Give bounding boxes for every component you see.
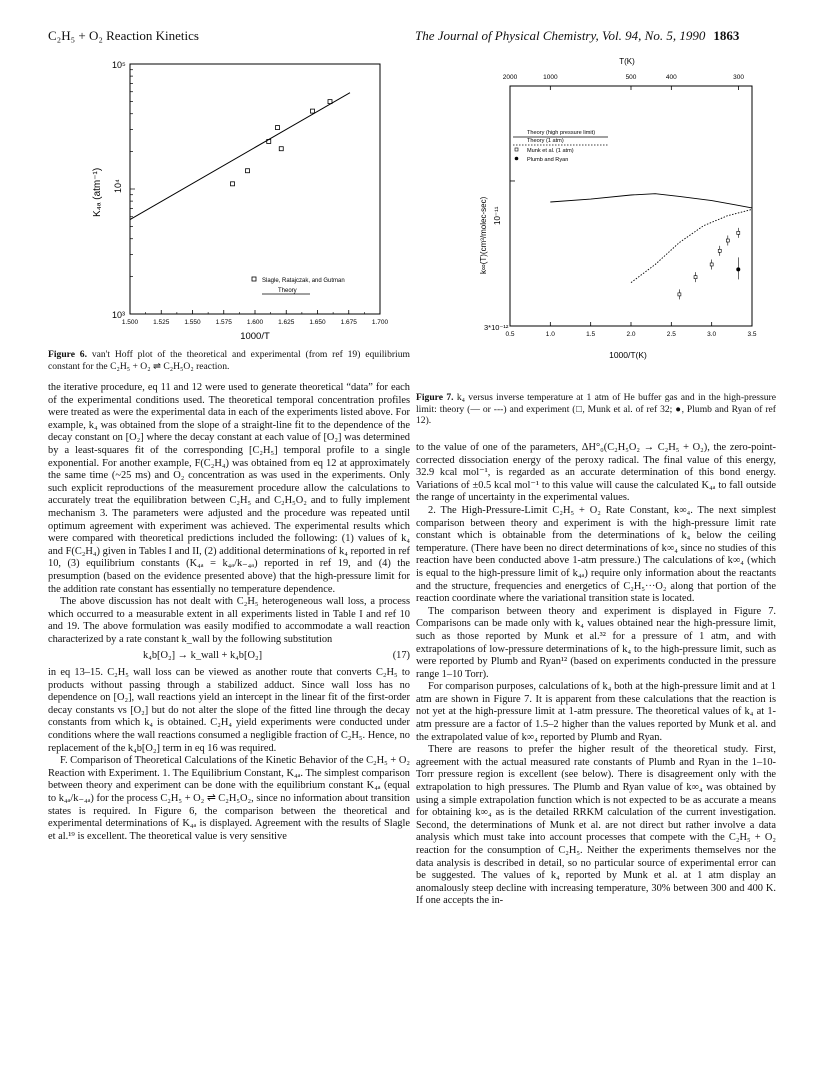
- figure-7-caption: [416, 392, 776, 427]
- fig7-x-tick-label: 2.0: [626, 331, 636, 338]
- fig6-data-point: [279, 147, 283, 151]
- fig6-plot-frame: [130, 64, 380, 314]
- fig6-data-point: [231, 182, 235, 186]
- figure-7-caption-label: Figure 7.: [416, 392, 454, 403]
- fig7-x-axis-label: 1000/T(K): [609, 350, 647, 360]
- fig6-y-tick-top: 10⁵: [112, 60, 126, 70]
- fig6-legend-theory: Theory: [278, 288, 297, 294]
- fig7-legend-item-3: Munk et al. (1 atm): [527, 148, 574, 154]
- fig6-legend-exp: Slagle, Ratajczak, and Gutman: [262, 278, 345, 284]
- fig6-theory-line: [130, 93, 350, 220]
- left-paragraph-3: in eq 13–15. C₂H₅ wall loss can be viewed as another route that converts C₂H₅ to products without passing through a stabilized adduct. Since wall loss has no dependence on [O₂], wall reactions yield an intercept in the linear fit of the first-order decay constants vs [O₂] but do not alter the slope of the fitted line through the decay constants from which k₄ is obtained. C₂H₄ yield experiments were conducted under conditions where the wall reactions consumed a negligible fraction of C₂H₅. Hence, no replacement of the k₄b[O₂] term in eq 16 was required.: [48, 667, 410, 754]
- fig7-top-tick-label: 500: [625, 74, 637, 81]
- fig6-data-point: [246, 169, 250, 173]
- running-head-right: [415, 28, 739, 44]
- right-paragraph-4: For comparison purposes, calculations of k₄ both at the high-pressure limit and at 1 atm are shown in Figure 7. It is apparent from these calculations that the reaction is not yet at the high-pressure limit at 1-atm pressure. The theoretical values of k₄ at 1-atm pressure are a factor of 1.5–2 higher than the values reported by Munk et al. and the extrapolated value of k∞₄ reported by Plumb and Ryan.: [416, 681, 776, 743]
- figure-6-caption-label: Figure 6.: [48, 349, 88, 360]
- page-number: 1863: [713, 28, 740, 43]
- fig6-x-tick-label: 1.550: [184, 319, 201, 326]
- fig7-theory-high-pressure-line: [550, 194, 752, 208]
- fig7-x-tick-label: 3.5: [747, 331, 757, 338]
- fig7-legend-item-2: Theory (1 atm): [527, 138, 564, 144]
- fig7-legend: [513, 130, 608, 163]
- figure-6-chart: [40, 52, 410, 342]
- right-paragraph-2: 2. The High-Pressure-Limit C₂H₅ + O₂ Rate Constant, k∞₄. The next simplest comparison between theory and experiment is with the high-pressure limit rate constant which is obtainable from the determinations of k₄ below the ceiling temperature. (There have been no direct determinations of k∞₄ since no studies of this reaction have been conducted above 1-atm pressure.) The calculations of k∞₄ (which is equal to the high-pressure limit of k₄ₐ) require only information about the reactants and the structure, frequencies and energetics of C₂H₅···O₂ along that portion of the reaction coordinate where the variational transition state is located.: [416, 504, 776, 605]
- fig6-x-tick-label: 1.500: [121, 319, 139, 326]
- fig7-munk-point: [710, 263, 713, 266]
- fig7-munk-point: [737, 231, 740, 234]
- fig7-munk-point: [678, 293, 681, 296]
- fig6-legend: [252, 277, 345, 294]
- fig7-legend-square-icon: [515, 148, 518, 151]
- fig7-munk-point: [694, 276, 697, 279]
- equation-17-number: (17): [392, 650, 410, 662]
- fig7-legend-item-1: Theory (high pressure limit): [527, 130, 596, 136]
- fig6-x-axis-label: 1000/T: [240, 331, 270, 342]
- fig7-top-tick-label: 400: [665, 74, 677, 81]
- fig6-x-tick-label: 1.650: [309, 319, 326, 326]
- fig6-x-tick-label: 1.675: [340, 319, 357, 326]
- fig6-x-tick-label: 1.525: [153, 319, 170, 326]
- figure-7-chart: [470, 52, 782, 364]
- fig7-y-tick-upper: 10⁻¹¹: [493, 206, 502, 225]
- fig7-theory-1atm-line: [631, 209, 752, 282]
- equation-17: [48, 646, 410, 667]
- left-paragraph-4: F. Comparison of Theoretical Calculations of the Kinetic Behavior of the C₂H₅ + O₂ Reaction with Experiment. 1. The Equilibrium Constant, K₄ₐ. The simplest comparison between theory and experiment can be done with the equilibrium constant K₄ₐ (equal to k₄ₐ/k₋₄ₐ) for the process C₂H₅ + O₂ ⇌ C₂H₅O₂, since no information about transition states is required. In Figure 6, the comparison between the theoretical and experimental determinations of K₄ₐ is displayed. Agreement with the results of Slagle et al.¹⁹ is excellent. The theoretical value is very sensitive: [48, 755, 410, 842]
- fig6-y-tick-bottom: 10³: [112, 310, 126, 320]
- figure-7-caption-text: k₄ versus inverse temperature at 1 atm of He buffer gas and in the high-pressure limit: theory (— or ---) and experiment (□, Munk et al. of ref 32; ●, Plumb and Ryan of ref 12).: [416, 392, 776, 426]
- right-column-text: [416, 442, 776, 908]
- fig7-legend-dot-icon: [515, 157, 519, 161]
- fig6-y-axis-label: K₄ₐ (atm⁻¹): [92, 167, 103, 217]
- equation-17-text: k₄b[O₂] → k_wall + k₄b[O₂]: [143, 650, 263, 662]
- fig6-x-tick-label: 1.625: [278, 319, 295, 326]
- fig7-x-tick-label: 3.0: [707, 331, 717, 338]
- figure-6-caption-text: van't Hoff plot of the theoretical and experimental (from ref 19) equilibrium constant for the C₂H₅ + O₂ ⇌ C₂H₅O₂ reaction.: [48, 349, 410, 372]
- fig7-top-tick-label: 300: [733, 74, 744, 81]
- figure-6-caption: [48, 349, 410, 372]
- fig7-y-axis-label: k∞(T)(cm³/molec-sec): [479, 196, 488, 274]
- fig7-munk-point: [726, 239, 729, 242]
- fig6-x-tick-label: 1.575: [215, 319, 232, 326]
- running-head-left: C₂H₅ + O₂ Reaction Kinetics: [48, 28, 199, 43]
- fig7-legend-item-4: Plumb and Ryan: [527, 157, 569, 163]
- right-paragraph-1: to the value of one of the parameters, ΔH°₀(C₂H₅O₂ → C₂H₅ + O₂), the zero-point-corrected dissociation energy of the peroxy radical. The final value of this energy, 32.9 kcal mol⁻¹, is regarded as an accurate determination of this bond energy. Variations of ±0.5 kcal mol⁻¹ to this value will cause the calculated K₄ₐ to fall outside the range of uncertainty in the experimental values.: [416, 442, 776, 504]
- fig7-x-tick-label: 2.5: [666, 331, 676, 338]
- fig7-top-tick-label: 1000: [543, 74, 558, 81]
- fig7-plot-frame: [510, 86, 752, 326]
- fig7-x-tick-label: 1.0: [545, 331, 555, 338]
- fig7-y-tick-lower: 3*10⁻¹²: [484, 323, 509, 332]
- fig7-plumb-point: [736, 267, 740, 271]
- left-paragraph-2: The above discussion has not dealt with C₂H₅ heterogeneous wall loss, a process which occurred to a measurable extent in all experiments listed in Table I and ref 10 and 19. The above formulation was easily modified to accommodate a wall reaction characterized by a rate constant k_wall by the following substitution: [48, 596, 410, 645]
- left-paragraph-1: the iterative procedure, eq 11 and 12 were used to generate theoretical “data” for each of the experimental conditions used. The theoretical temporal concentration profiles were treated as were the experimental data in each of the experiments listed above. For example, k₄ was obtained from the slope of a straight-line fit to the dependence of the decay constant on [O₂] where the decay constant at each value of [O₂] was determined by a least-squares fit of the corresponding [C₂H₅] temporal profile to a single exponential. For another example, F(C₂H₄) was obtained from eq 12 at approximately the same time (~25 ms) and O₂ concentration as was used in the experiments. Only such explicit reproductions of the measurement procedure allow the calculations to accurately treat the equilibration between C₂H₅ and C₂H₅O₂ and to fully implement mechanism 3. The parameters were adjusted and the procedure was repeated until optimum agreement with experiment was achieved. The experimental results which were compared with theoretical predictions included the following: (1) values of k₄ and F(C₂H₄) given in Tables I and II, (2) additional determinations of k₄ reported in ref 10, (3) equilibrium constants (K₄ₐ = k₄ₐ/k₋₄ₐ) reported in ref 19, and (4) the presumption (based on the evidence presented above) that the high-pressure limit for the addition rate constant has essentially no temperature dependence.: [48, 382, 410, 595]
- fig7-top-axis-label: T(K): [619, 57, 635, 66]
- left-column-text: [48, 382, 410, 843]
- right-paragraph-5: There are reasons to prefer the higher result of the theoretical study. First, agreement with the actual measured rate constants of Plumb and Ryan in the 1–10-Torr pressure region is excellent (see below). There is disagreement only with the extrapolation to high pressures. The Plumb and Ryan value of k∞₄ was obtained by using a simple extrapolation function which is not expected to be as accurate a means for obtaining k∞₄ as is the detailed RRKM calculation of the current investigation. Second, the determinations of Munk et al. are not direct but rather involve a data analysis which must take into account processes that compete with the C₂H₅ + O₂ reaction for the consumption of C₂H₅. Neither the experiments themselves nor the data analysis is described in detail, so no particular source of experimental error can be suggested. The values of k₄ reported by Munk et al. at 1 atm display an anomalously steep decline with increasing temperature, 30% between 300 and 400 K. If one accepts the in-: [416, 744, 776, 907]
- fig6-x-tick-label: 1.600: [246, 319, 264, 326]
- fig6-y-tick-mid: 10⁴: [113, 179, 123, 193]
- fig7-x-tick-label: 1.5: [586, 331, 596, 338]
- fig7-top-tick-label: 2000: [502, 74, 518, 81]
- fig6-data-point: [311, 109, 315, 113]
- fig6-x-tick-label: 1.700: [371, 319, 389, 326]
- fig7-munk-point: [718, 249, 721, 252]
- right-paragraph-3: The comparison between theory and experiment is displayed in Figure 7. Comparisons can be made only with k₄ values obtained near the high-pressure limit, such as those reported by Munk et al.³² for a pressure of 1 atm, and with extrapolations of low-pressure determinations of k₄ to the high-pressure limit, such as were reported by Plumb and Ryan¹² (based on experiments conducted in the pressure range 1–10 Torr).: [416, 605, 776, 680]
- journal-citation: The Journal of Physical Chemistry, Vol. 94, No. 5, 1990: [415, 28, 706, 43]
- fig7-x-tick-label: 0.5: [505, 331, 515, 338]
- fig6-data-point: [276, 126, 280, 130]
- fig6-legend-square-icon: [252, 277, 256, 281]
